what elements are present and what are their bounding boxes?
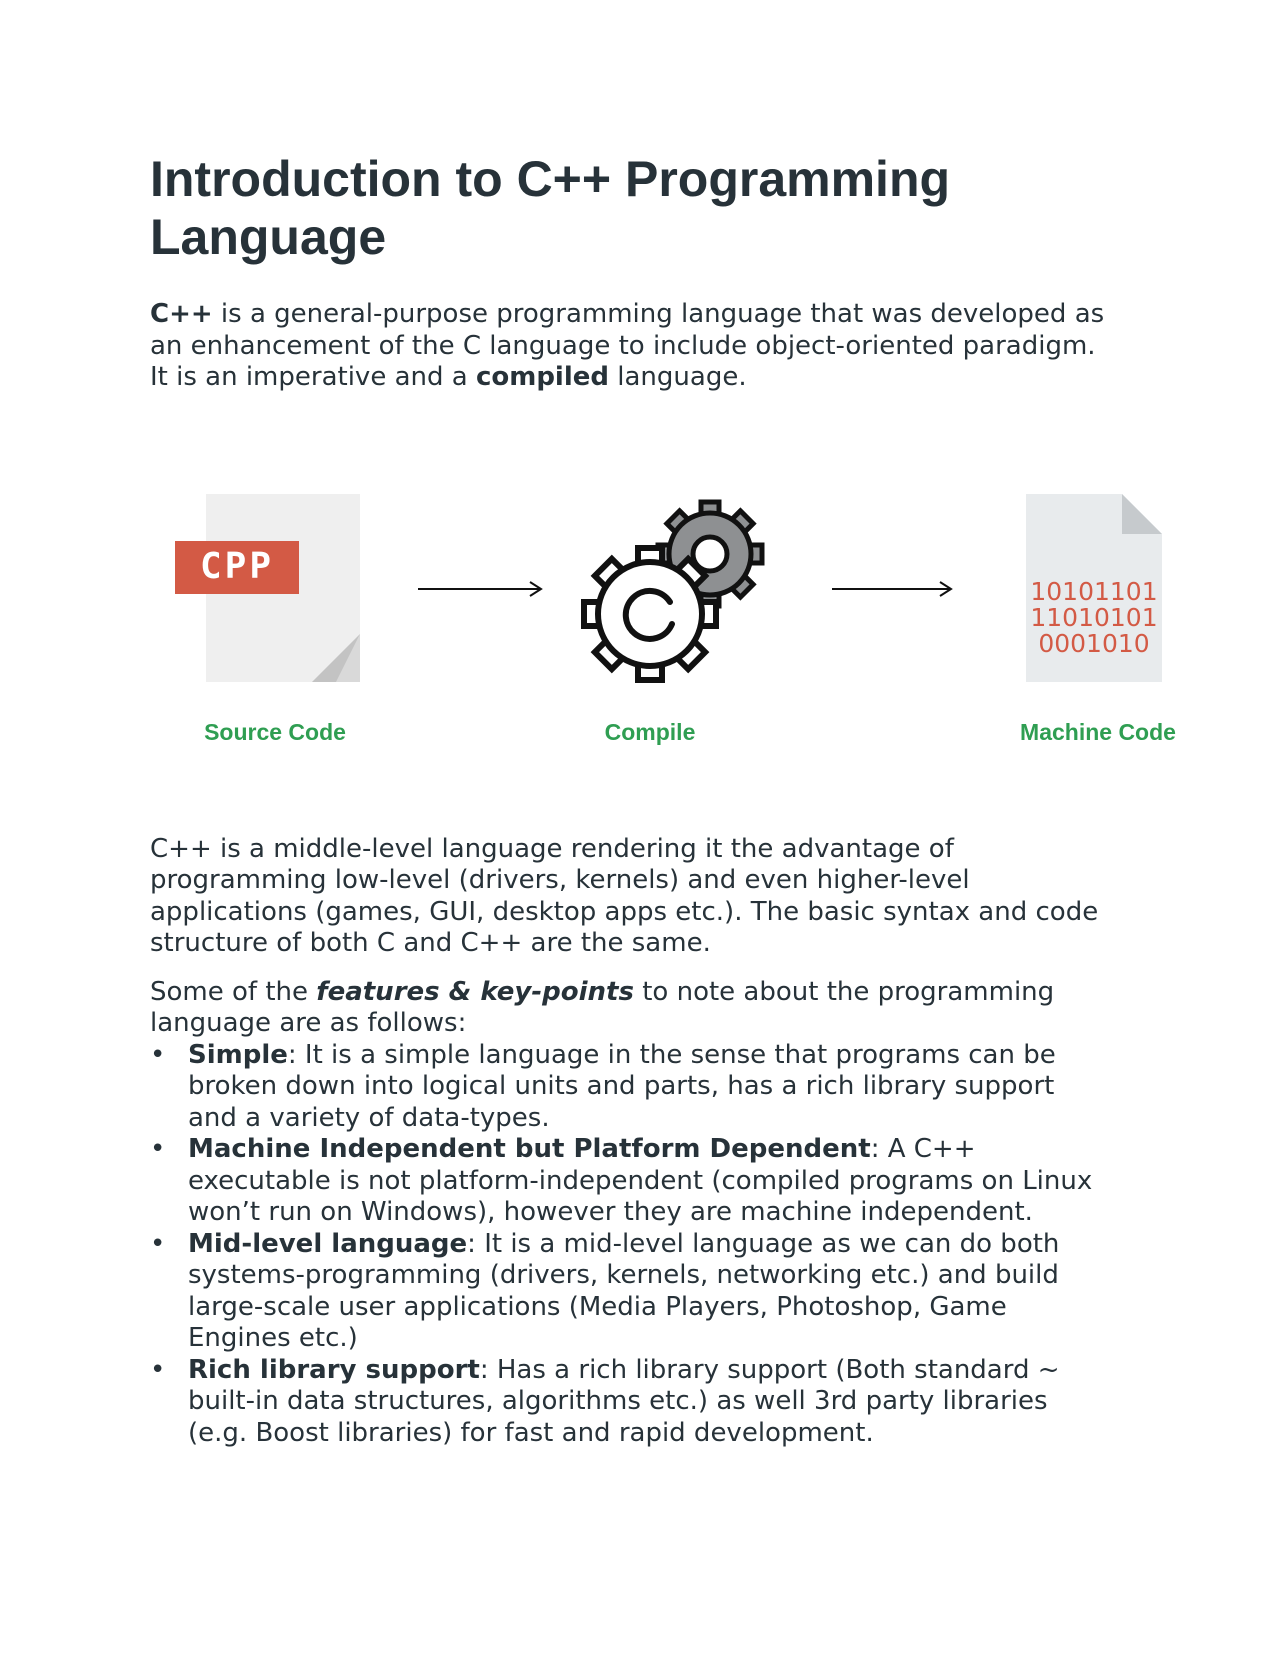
bullet-icon: • bbox=[150, 1228, 166, 1259]
binary-line-3: 0001010 bbox=[1038, 628, 1150, 658]
label-machine-code: Machine Code bbox=[1020, 718, 1176, 745]
features-list bbox=[150, 1040, 1110, 1450]
document-page bbox=[150, 150, 1176, 1449]
feature-term: Machine Independent but Platform Dependent bbox=[188, 1134, 871, 1164]
intro-text-1: is a general-purpose programming language that was developed as an enhancement of the C language to include object-oriented paradigm. It is an imperative and a bbox=[150, 299, 1105, 392]
features-intro-text-1: Some of the bbox=[150, 976, 317, 1007]
feature-term: Simple bbox=[188, 1039, 288, 1070]
binary-file-icon bbox=[1026, 494, 1162, 682]
binary-line-1: 10101101 bbox=[1030, 576, 1158, 606]
feature-description: : It is a simple language in the sense that programs can be broken down into logical units and parts, has a rich library support and a variety of data-types. bbox=[188, 1039, 1056, 1133]
cpp-badge-label: CPP bbox=[199, 545, 275, 587]
list-item bbox=[150, 1040, 1110, 1135]
list-item bbox=[150, 1229, 1110, 1355]
feature-description: : It is a mid-level language as we can do both systems-programming (drivers, kernels, networking etc.) and build large-scale user applications (Media Players, Photoshop, Game Engines etc.) bbox=[188, 1228, 1060, 1353]
arrow-right-icon bbox=[832, 582, 951, 596]
bullet-icon: • bbox=[150, 1134, 166, 1164]
features-emphasis: features & key-points bbox=[316, 976, 634, 1007]
gears-icon bbox=[584, 502, 762, 680]
arrow-right-icon bbox=[418, 582, 541, 596]
features-intro-text-2: to note about the programming language are as follows: bbox=[150, 976, 1055, 1038]
bullet-icon: • bbox=[150, 1354, 166, 1385]
intro-text-2: language. bbox=[609, 362, 747, 392]
label-compile: Compile bbox=[604, 718, 696, 745]
compilation-diagram bbox=[150, 434, 1210, 794]
features-intro-paragraph bbox=[150, 977, 1110, 1040]
list-item bbox=[150, 1355, 1110, 1450]
large-gear-icon bbox=[584, 548, 716, 680]
feature-term: Rich library support bbox=[188, 1354, 480, 1385]
intro-bold-cpp: C++ bbox=[150, 299, 213, 329]
middle-level-paragraph: C++ is a middle-level language rendering it the advantage of programming low-level (drivers, kernels) and even higher-level applications (games, GUI, desktop apps etc.). The basic syntax and code structure of both C and C++ are the same. bbox=[150, 833, 1099, 958]
label-source-code: Source Code bbox=[204, 718, 346, 745]
binary-line-2: 11010101 bbox=[1030, 602, 1158, 632]
feature-description: : Has a rich library support (Both standard ~ built-in data structures, algorithms etc.) as well 3rd party libraries (e.g. Boost libraries) for fast and rapid development. bbox=[188, 1354, 1060, 1448]
feature-term: Mid-level language bbox=[188, 1228, 468, 1259]
list-item bbox=[150, 1134, 1110, 1229]
feature-description: : A C++ executable is not platform-independent (compiled programs on Linux won’t run on Windows), however they are machine independent. bbox=[188, 1134, 1093, 1227]
page-title: Introduction to C++ Programming Language bbox=[150, 151, 951, 265]
bullet-icon: • bbox=[150, 1039, 166, 1070]
document-icon bbox=[175, 494, 360, 682]
intro-bold-compiled: compiled bbox=[475, 362, 609, 392]
intro-paragraph bbox=[150, 299, 1110, 394]
